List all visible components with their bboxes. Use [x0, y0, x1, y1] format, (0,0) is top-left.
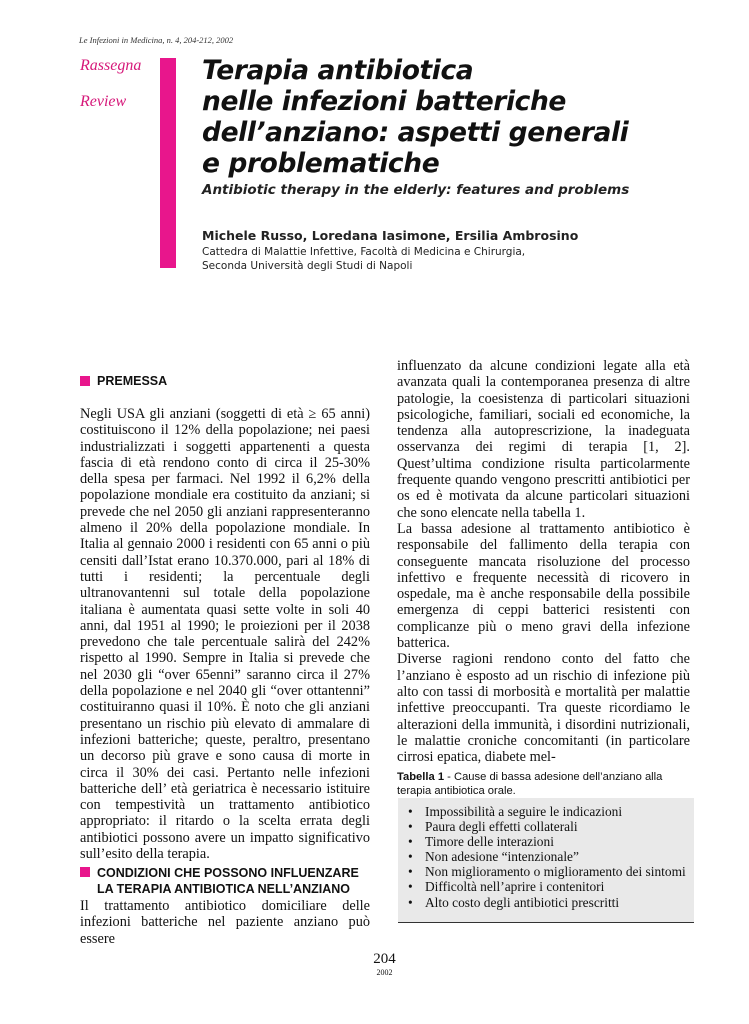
page-year: 2002 [376, 968, 393, 977]
list-item: • Non miglioramento o miglioramento dei sintomi [408, 864, 694, 879]
list-item: • Impossibilità a seguire le indicazioni [408, 804, 694, 819]
page-number: 204 [373, 951, 396, 967]
article-subtitle: Antibiotic therapy in the elderly: features and problems [202, 182, 630, 198]
journal-reference: Le Infezioni in Medicina, n. 4, 204-212, 2002 [79, 35, 234, 45]
table-list [398, 798, 694, 910]
title-line: e problematiche [202, 148, 440, 179]
title-line: dell’anziano: aspetti generali [202, 117, 629, 148]
heading-premessa: PREMESSA [97, 374, 168, 388]
section-marker-square [80, 867, 90, 877]
section-label-italian: Rassegna [80, 57, 142, 74]
paragraph: Diverse ragioni rendono conto del fatto che l’anziano è esposto ad un rischio di infezione più alto con tassi di morbosità e mortalità per malattie infettive preoccupanti. Tra queste ricordiamo le alterazioni della immunità, i disordini nutrizionali, le malattie croniche concomitanti (in particolare cirrosi epatica, diabete mel- [397, 651, 690, 766]
condizioni-paragraph: Il trattamento antibiotico domiciliare delle infezioni batteriche nel paziente anziano può essere [80, 898, 370, 947]
title-line: Terapia antibiotica [202, 55, 474, 86]
heading-line: CONDIZIONI CHE POSSONO INFLUENZARE [97, 866, 359, 880]
heading-condizioni [97, 865, 359, 897]
table-1 [398, 798, 694, 923]
title-line: nelle infezioni batteriche [202, 86, 567, 117]
list-item: • Paura degli effetti collaterali [408, 819, 694, 834]
affiliation-line: Seconda Università degli Studi di Napoli [202, 260, 413, 272]
list-item: • Difficoltà nell’aprire i contenitori [408, 879, 694, 894]
right-column-text [397, 358, 690, 765]
list-item: • Alto costo degli antibiotici prescritti [408, 895, 694, 910]
table-label: Tabella 1 [397, 771, 445, 783]
paragraph: La bassa adesione al trattamento antibiotico è responsabile del fallimento della terapia con conseguente mancata risoluzione del processo infettivo e frequente necessità di ricovero in ospedale, ma è anche responsabile della possibile emergenza di ceppi batterici resistenti con complicanze più o meno gravi della infezione batterica. [397, 520, 690, 652]
list-item: • Non adesione “intenzionale” [408, 849, 694, 864]
table-caption-text: - Cause di bassa adesione dell’anziano alla terapia antibiotica orale. [397, 771, 663, 797]
paragraph: influenzato da alcune condizioni legate alla età avanzata quali la contemporanea presenza di altre patologie, la coesistenza di particolari situazioni psicologiche, familiari, sociali ed economiche, la tendenza alla autoprescrizione, la inadeguata osservanza dei regimi di terapia [1, 2]. Quest’ultima condizione risulta particolarmente frequente quando vengono prescritti antibiotici per os ed è motivata da alcune particolari situazioni che sono elencate nella tabella 1. [397, 358, 690, 521]
heading-line: LA TERAPIA ANTIBIOTICA NELL’ANZIANO [97, 882, 350, 896]
section-label-english: Review [80, 93, 127, 110]
table-caption [397, 771, 697, 798]
premessa-paragraph: Negli USA gli anziani (soggetti di età ≥ 65 anni) costituiscono il 12% della popolazione; nei paesi industrializzati i soggetti appartenenti a questa fascia di età rendono conto di circa il 25-30% della spesa per farmaci. Nel 1992 il 6,2% della popolazione mondiale era costituito da anziani; si prevede che nel 2050 gli anziani rappresenteranno almeno il 20% della popolazione mondiale. In Italia al gennaio 2000 i residenti con 65 anni o più censiti dall’Istat erano 10.370.000, pari al 18% di tutti i residenti; la percentuale degli ultranovantenni sul totale della popolazione italiana è aumentata quasi sette volte in soli 40 anni, dal 1951 al 1990; le proiezioni per il 2038 prevedono che tale percentuale salirà del 242% rispetto al 1990. Sempre in Italia si prevede che nel 2030 gli “over 65enni” saranno circa il 27% della popolazione e nel 2040 gli “over ottantenni” costituiranno quasi il 10%. È noto che gli anziani presentano un rischio più elevato di ammalare di infezioni batteriche; queste, peraltro, presentano un decorso più grave e sono causa di morte in circa il 30% dei casi. Pertanto nelle infezioni batteriche dell’ età geriatrica è necessario istituire con tempestività un trattamento antibiotico appropriato: il ritardo o la scelta errata degli antibiotici possono avere un impatto significativo sull’esito della terapia. [80, 406, 370, 863]
authors: Michele Russo, Loredana Iasimone, Ersilia Ambrosino [202, 228, 579, 243]
affiliation-line: Cattedra di Malattie Infettive, Facoltà di Medicina e Chirurgia, [202, 246, 526, 258]
accent-bar [160, 58, 176, 268]
article-title [202, 55, 722, 179]
section-marker-square [80, 376, 90, 386]
list-item: • Timore delle interazioni [408, 834, 694, 849]
